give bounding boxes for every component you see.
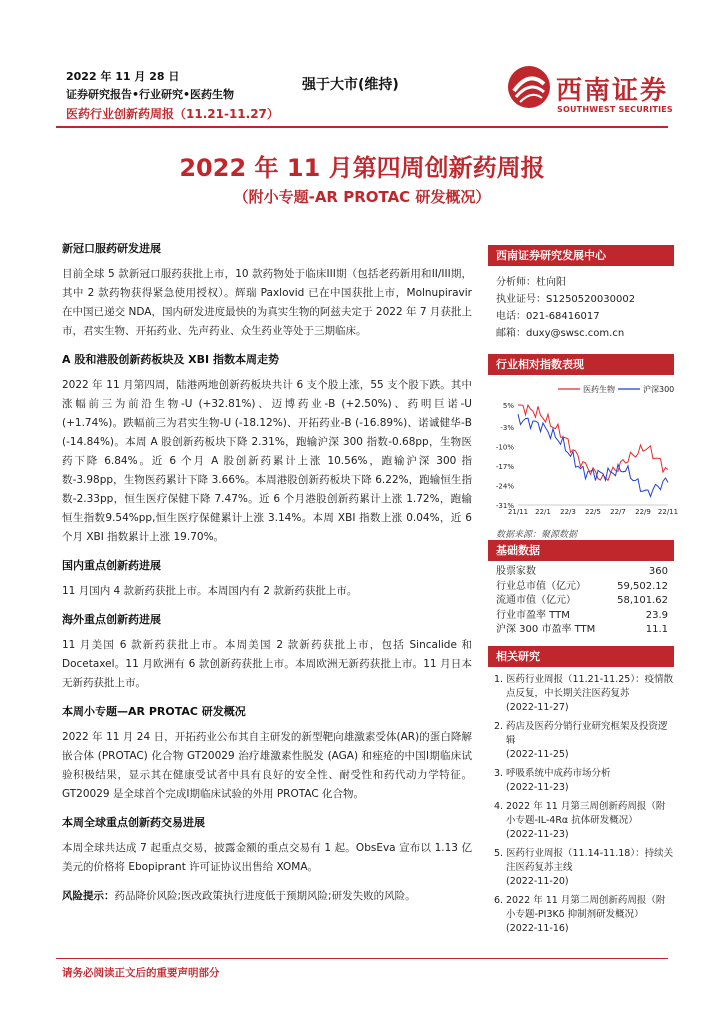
item-date: (2022-11-23) [506,829,569,840]
x-tick-label: 22/1 [535,508,551,516]
header-divider [56,126,668,128]
analyst-box [488,245,674,342]
row-label: 沪深 300 市盈率 TTM [496,624,596,635]
list-item[interactable] [494,673,674,715]
item-date: (2022-11-25) [506,749,569,760]
report-subtitle: 医药行业创新药周报（11.21-11.27） [66,107,279,121]
item-text: 2022 年 11 月第二周创新药周报（附小专题-PI3Kδ 抑制剂研发概况） [506,895,666,920]
row-value: 11.1 [645,624,668,635]
y-tick-label: -24% [495,482,514,491]
performance-box-title: 行业相对指数表现 [488,354,674,375]
analyst-cert: 执业证号：S1250520030002 [496,294,636,305]
company-logo [506,64,676,120]
section-topic [62,703,472,804]
risk-warning [62,887,472,906]
row-label: 股票家数 [496,566,536,577]
series-line [518,405,668,480]
section-covid [62,240,472,341]
legend-label: 医药生物 [583,385,615,394]
analyst-name: 分析师：杜向阳 [496,277,566,288]
section-body: 11 月国内 4 款新药获批上市。本周国内有 2 款新药获批上市。 [62,585,358,597]
section-heading: 本周全球重点创新药交易进展 [62,816,205,829]
x-tick-label: 22/9 [635,508,651,516]
list-item[interactable] [494,894,674,936]
row-label: 行业总市值（亿元） [496,580,586,592]
x-tick-label: 21/11 [507,508,529,516]
item-text: 呼吸系统中成药市场分析 [506,768,611,779]
footer-divider [56,958,668,959]
item-number: 2. [494,721,504,732]
chart-source: 数据来源：聚源数据 [496,530,578,540]
rating: 强于大市(维持) [302,77,399,93]
list-item[interactable] [494,767,674,795]
x-tick-label: 22/5 [585,508,601,516]
item-number: 3. [494,768,504,779]
section-deals [62,814,472,877]
section-body: 本周全球共达成 7 起重点交易，披露金额的重点交易有 1 起。ObsEva 宣布以 1.13 亿美元的价格将 Ebopiprant 许可证协议出售给 XOMA。 [62,842,472,873]
item-date: (2022-11-27) [506,702,569,713]
section-body: 2022 年 11 月 24 日，开拓药业公布其自主研发的新型靶向雄激素受体(AR)的蛋白降解嵌合体 (PROTAC) 化合物 GT20029 治疗雄激素性脱发 (AGA) 和痤疮的中国I期临床试验积极结果，显示其在健康受试者中具有良好的安全性、耐受性和药代动力学特征。GT20029 是全球首个完成I期临床试验的外用 PROTAC 化合物。 [62,731,472,800]
x-tick-label: 22/3 [560,508,576,516]
section-overseas [62,611,472,693]
item-number: 5. [494,848,504,859]
basic-data-title: 基础数据 [488,540,674,561]
table-row [488,609,674,624]
basic-data-table [488,565,674,638]
performance-box [488,354,679,540]
item-text: 医药行业周报（11.21-11.25）：疫情散点反复，中长期关注医药复苏 [506,674,674,699]
section-heading: 本周小专题—AR PROTAC 研发概况 [62,705,246,718]
row-value: 23.9 [645,609,668,621]
item-date: (2022-11-16) [506,923,569,934]
item-text: 2022 年 11 月第三周创新药周报（附小专题-IL-4Rα 抗体研发概况） [506,801,666,826]
section-heading: 海外重点创新药进展 [62,613,161,626]
row-value: 360 [648,566,668,577]
item-date: (2022-11-20) [506,876,569,887]
item-number: 4. [494,801,504,812]
logo-mark-icon [506,64,552,110]
item-date: (2022-11-23) [506,782,569,793]
footer-disclaimer: 请务必阅读正文后的重要声明部分 [62,967,220,979]
item-number: 1. [494,674,504,685]
analyst-box-title: 西南证券研究发展中心 [488,245,674,266]
section-domestic [62,557,472,601]
item-number: 6. [494,895,504,906]
list-item[interactable] [494,720,674,762]
analyst-email: 邮箱：duxy@swsc.com.cn [496,328,625,339]
risk-text: 药品降价风险;医改政策执行进度低于预期风险;研发失败的风险。 [114,890,416,902]
section-market [62,351,472,547]
basic-data-box [488,540,674,638]
row-label: 流通市值（亿元） [496,595,576,606]
report-date: 2022 年 11 月 28 日 [66,70,180,83]
page-subtitle: （附小专题-AR PROTAC 研发概况） [233,188,491,206]
section-body: 2022 年 11 月第四周，陆港两地创新药板块共计 6 支个股上涨，55 支个股下跌。其中涨幅前三为前沿生物-U (+32.81%)、迈博药业-B (+2.50%)、药明巨诺-U (+1.74%)。跌幅前三为君实生物-U (-18.12%)、开拓药业-B (-16.89%)、诺诚健华-B (-14.84%)。本周 A 股创新药板块下降 2.31%，跑输沪深 300 指数-0.68pp，生物医药下降 6.84%。近 6 个月 A 股创新药累计上涨 10.56%，跑输沪深 300 指数-3.98pp，生物医药累计下降 3.66%。本周港股创新药板块下降 6.22%，跑输恒生指数-2.33pp，恒生医疗保健下降 7.47%。近 6 个月港股创新药累计上涨 1.72%，跑输恒生指数9.54%pp,恒生医疗保健累计上涨 3.14%。本周 XBI 指数上涨 0.04%，近 6 个月 XBI 指数累计上涨 19.70%。 [62,379,472,543]
logo-text-cn: 西南证券 [556,76,669,106]
section-body: 11 月美国 6 款新药获批上市。本周美国 2 款新药获批上市，包括 Sincalide 和 Docetaxel。11 月欧洲有 6 款创新药获批上市。本周欧洲无新药获批上市。11 月日本无新药获批上市。 [62,639,472,689]
list-item[interactable] [494,847,674,889]
row-label: 行业市盈率 TTM [496,609,570,621]
related-research-box [488,646,674,941]
x-tick-label: 22/7 [610,508,626,516]
section-heading: 国内重点创新药进展 [62,559,161,572]
list-item[interactable] [494,800,674,842]
main-content [62,240,472,906]
item-text: 医药行业周报（11.14-11.18）：持续关注医药复苏主线 [506,848,674,873]
performance-chart [488,375,679,525]
risk-label: 风险提示： [62,890,115,902]
section-heading: 新冠口服药研发进展 [62,242,161,255]
legend-label: 沪深300 [643,385,675,394]
row-value: 59,502.12 [617,580,668,592]
x-tick-label: 22/11 [657,508,679,516]
row-value: 58,101.62 [617,595,668,606]
y-tick-label: -3% [500,424,514,433]
related-research-title: 相关研究 [488,646,674,667]
y-tick-label: -31% [495,502,514,510]
y-tick-label: -17% [495,463,514,472]
page-title: 2022 年 11 月第四周创新药周报 [179,154,545,182]
series-line [518,414,668,497]
y-tick-label: -10% [495,443,514,452]
section-heading: A 股和港股创新药板块及 XBI 指数本周走势 [62,353,279,366]
table-row [488,623,674,638]
y-tick-label: 5% [502,402,514,410]
item-text: 药店及医药分销行业研究框架及投资逻辑 [506,721,668,746]
table-row [488,565,674,580]
table-row [488,580,674,595]
section-body: 目前全球 5 款新冠口服药获批上市，10 款药物处于临床III期（包括老药新用和II/III期，其中 2 款药物获得紧急使用授权）。辉瑞 Paxlovid 已在中国获批上市，Molnupiravir 在中国已递交 NDA，国内研发进度最快的为真实生物的阿兹夫定于 2022 年 7 月获批上市，君实生物、开拓药业、先声药业、众生药业等处于三期临床。 [62,268,472,337]
table-row [488,594,674,609]
analyst-phone: 电话：021-68416017 [496,311,600,322]
logo-text-en: SOUTHWEST SECURITIES [557,105,673,114]
report-category: 证券研究报告•行业研究•医药生物 [66,88,235,101]
